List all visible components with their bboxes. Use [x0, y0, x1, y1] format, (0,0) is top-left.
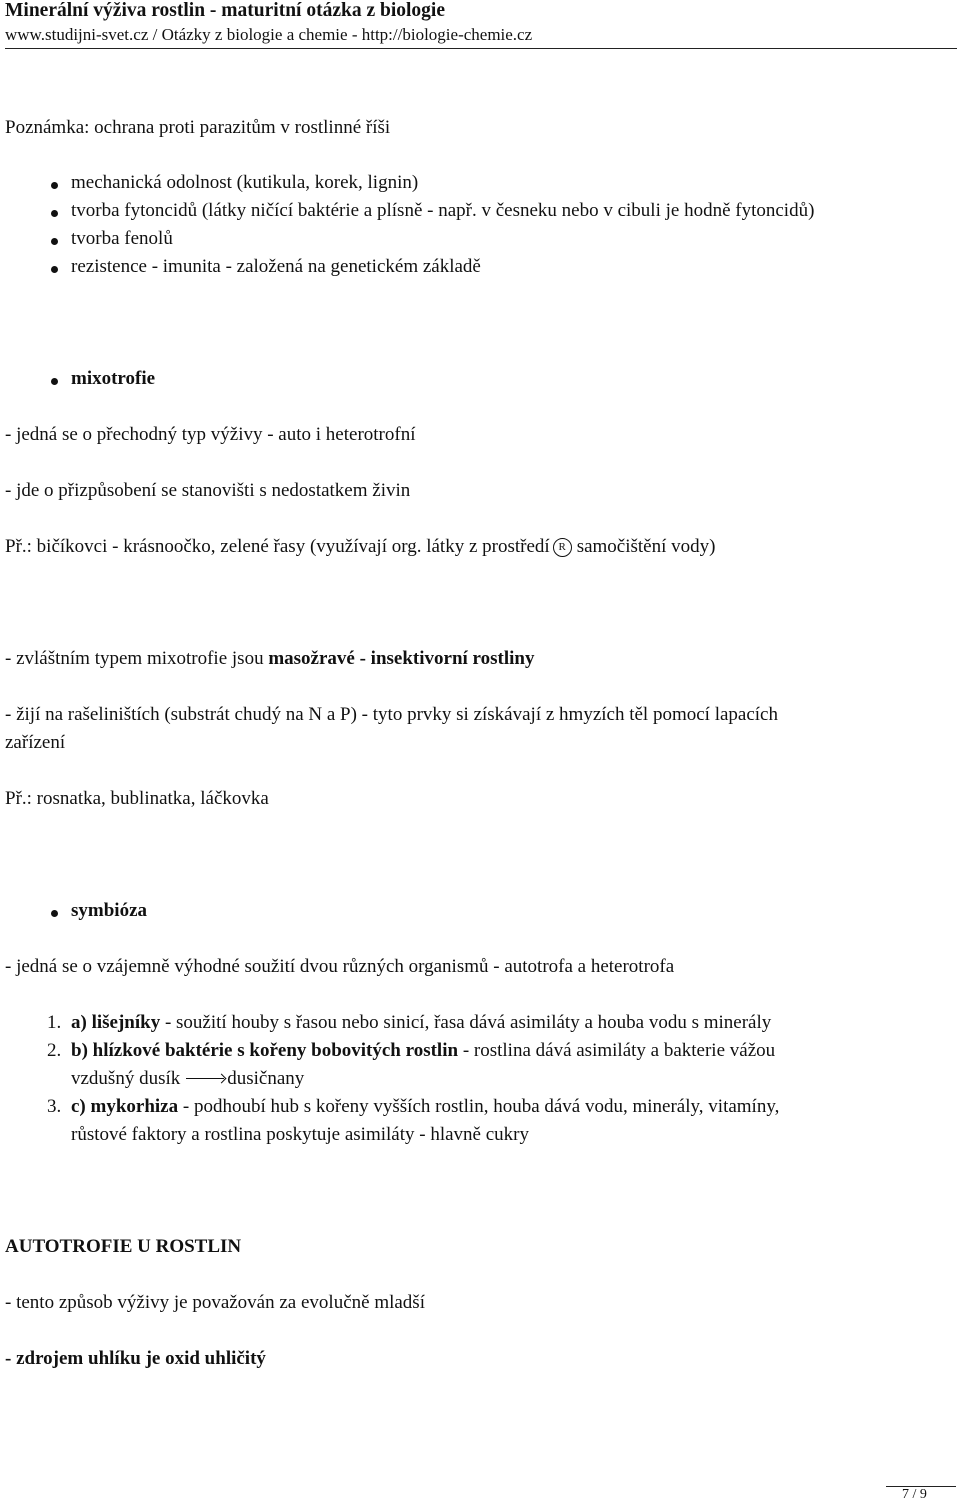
- note-bullet-3: tvorba fenolů: [71, 228, 173, 249]
- bullet-dot: [51, 910, 58, 917]
- item-text: - podhoubí hub s kořeny vyšších rostlin, houba dává vodu, minerály, vitamíny,: [178, 1096, 780, 1117]
- bullet-dot: [51, 238, 58, 245]
- list-item: [71, 1038, 775, 1064]
- symbiosis-heading: [71, 898, 147, 924]
- habitat-line-2: zařízení: [5, 732, 66, 753]
- list-number: 3.: [47, 1096, 62, 1117]
- item-text: - rostlina dává asimiláty a bakterie vážou: [458, 1040, 776, 1061]
- item-text: - soužití houby s řasou nebo sinicí, řasa dává asimiláty a houba vodu s minerály: [160, 1012, 772, 1033]
- autotrophy-heading: AUTOTROFIE U ROSTLIN: [5, 1236, 242, 1257]
- mixotrophy-label: mixotrofie: [71, 368, 156, 389]
- autotrophy-line-2-bold: - zdrojem uhlíku je oxid uhličitý: [5, 1348, 266, 1369]
- item-cont-prefix: vzdušný dusík: [71, 1068, 181, 1089]
- symbiosis-label: symbióza: [71, 900, 147, 921]
- page-number: 7 / 9: [902, 1487, 927, 1502]
- mixotrophy-example: [5, 534, 715, 560]
- autotrophy-line-1: - tento způsob výživy je považován za evolučně mladší: [5, 1292, 425, 1313]
- note-bullet-1: mechanická odolnost (kutikula, korek, lignin): [71, 172, 419, 193]
- list-item: [71, 1094, 779, 1120]
- note-bullet-4: rezistence - imunita - založená na genetickém základě: [71, 256, 481, 277]
- carnivorous-example: Př.: rosnatka, bublinatka, láčkovka: [5, 788, 269, 809]
- mixotrophy-heading: [71, 366, 155, 392]
- bullet-dot: [51, 266, 58, 273]
- list-item: [71, 1010, 771, 1036]
- mixotrophy-special: [5, 646, 535, 672]
- list-number: 2.: [47, 1040, 62, 1061]
- habitat-line-1: - žijí na rašeliništích (substrát chudý na N a P) - tyto prvky si získávají z hmyzích těl pomocí lapacích: [5, 704, 778, 725]
- item-bold: b) hlízkové baktérie s kořeny bobovitých rostlin: [71, 1040, 459, 1061]
- arrow-right-icon: [186, 1078, 224, 1079]
- autotrophy-line-2: [5, 1346, 266, 1372]
- special-prefix: - zvláštním typem mixotrofie jsou: [5, 648, 269, 669]
- list-number: 1.: [47, 1012, 62, 1033]
- item-bold: c) mykorhiza: [71, 1096, 179, 1117]
- header-divider: [5, 48, 957, 49]
- registered-symbol-icon: R: [553, 538, 572, 557]
- bullet-dot: [51, 182, 58, 189]
- special-bold: masožravé - insektivorní rostliny: [268, 648, 535, 669]
- example-prefix: Př.: bičíkovci - krásnoočko, zelené řasy (využívají org. látky z prostředí: [5, 536, 550, 557]
- item-cont-suffix: dusičnany: [227, 1068, 305, 1089]
- bullet-dot: [51, 210, 58, 217]
- symbiosis-line-1: - jedná se o vzájemně výhodné soužití dvou různých organismů - autotrofa a heterotrofa: [5, 956, 675, 977]
- document-title: Minerální výživa rostlin - maturitní otázka z biologie: [5, 0, 445, 21]
- list-item-continuation: růstové faktory a rostlina poskytuje asimiláty - hlavně cukry: [71, 1124, 529, 1145]
- bullet-dot: [51, 378, 58, 385]
- mixotrophy-line-1: - jedná se o přechodný typ výživy - auto i heterotrofní: [5, 424, 416, 445]
- example-suffix: samočištění vody): [576, 536, 716, 557]
- source-url: www.studijni-svet.cz / Otázky z biologie a chemie - http://biologie-chemie.cz: [5, 25, 533, 44]
- note-bullet-2: tvorba fytoncidů (látky ničící baktérie a plísně - např. v česneku nebo v cibuli je hodně fytoncidů): [71, 200, 815, 221]
- list-item-continuation: [71, 1066, 304, 1092]
- mixotrophy-line-2: - jde o přizpůsobení se stanovišti s nedostatkem živin: [5, 480, 411, 501]
- note-title: Poznámka: ochrana proti parazitům v rostlinné říši: [5, 117, 391, 138]
- item-bold: a) lišejníky: [71, 1012, 161, 1033]
